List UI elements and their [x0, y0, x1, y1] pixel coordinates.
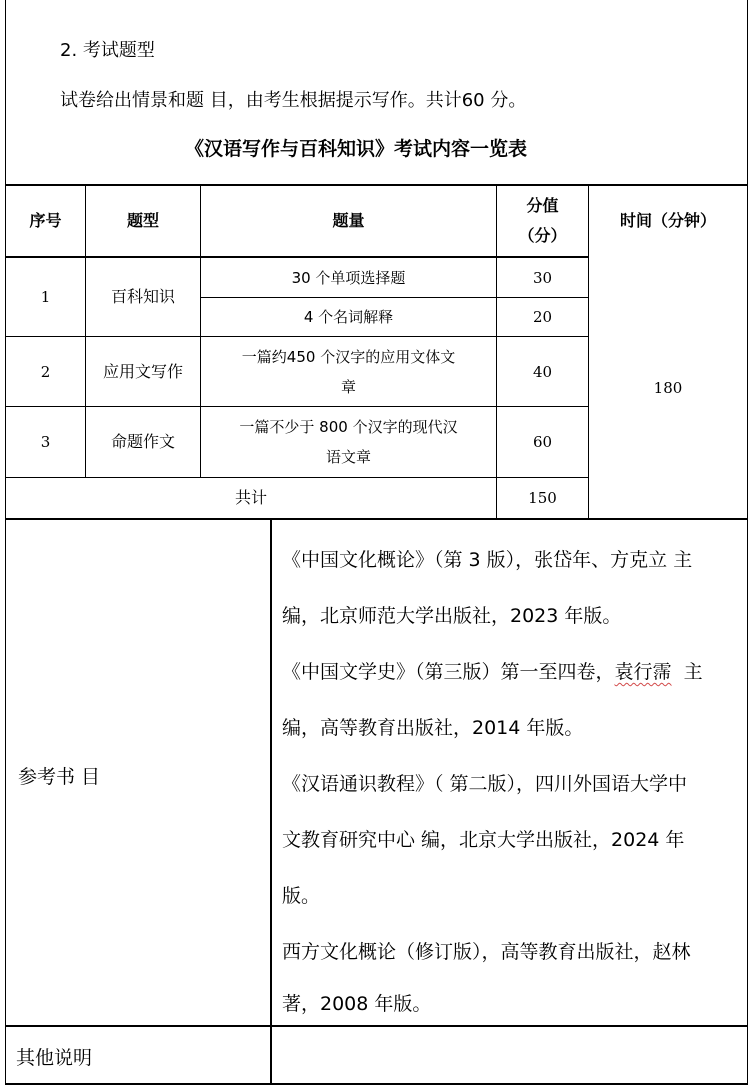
- reference-line: 《中国文化概论》（第 3 版），张岱年、方克立 主: [282, 549, 693, 571]
- row2-score: 40: [532, 362, 553, 381]
- other-notes-label: 其他说明: [16, 1047, 93, 1069]
- border-top-left: [5, 0, 6, 185]
- reference-line: [282, 657, 703, 684]
- header-no: 序号: [29, 211, 62, 230]
- row2-qty: [201, 337, 496, 406]
- reference-line: 著，2008 年版。: [282, 993, 432, 1015]
- border-top-right: [747, 0, 748, 185]
- reference-line3-prefix: 《中国文学史》（第三版）第一至四卷，: [282, 661, 615, 683]
- reference-author-name: 袁行霈: [614, 661, 672, 683]
- row3-qty-line1: 一篇不少于 800 个汉字的现代汉: [239, 418, 458, 436]
- header-score: [497, 186, 588, 256]
- total-value: 150: [528, 489, 557, 507]
- row1-qty-b: 4 个名词解释: [303, 308, 394, 326]
- row2-type: 应用文写作: [102, 361, 183, 381]
- references-label: 参考书 目: [18, 766, 101, 788]
- row3-qty-line2: 语文章: [325, 448, 371, 466]
- row1-type: 百科知识: [110, 287, 175, 306]
- row1-score-a: 30: [532, 268, 553, 287]
- reference-line: 版。: [282, 885, 321, 907]
- row1-score-b: 20: [532, 308, 553, 326]
- header-score-line1: 分值: [526, 196, 559, 215]
- header-time: 时间（分钟）: [619, 211, 716, 230]
- row1-qty-a: 30 个单项选择题: [291, 268, 406, 287]
- time-value: 180: [653, 379, 683, 397]
- section-heading: 2. 考试题型: [60, 40, 155, 61]
- row3-score: 60: [532, 433, 553, 451]
- header-type: 题型: [126, 211, 159, 230]
- row1-no: 1: [40, 288, 51, 306]
- reference-line: 文教育研究中心 编，北京大学出版社，2024 年: [282, 829, 685, 851]
- row2-qty-line1: 一篇约450 个汉字的应用文体文: [241, 347, 456, 366]
- total-label: 共计: [234, 488, 267, 507]
- header-qty: 题量: [332, 211, 365, 230]
- reference-line3-suffix: 主: [671, 661, 703, 683]
- row2-qty-line2: 章: [340, 377, 356, 396]
- row3-type: 命题作文: [110, 432, 175, 451]
- header-score-line2: （分）: [518, 226, 567, 245]
- row2-no: 2: [40, 362, 51, 381]
- reference-line: 《汉语通识教程》（ 第二版），四川外国语大学中: [282, 773, 688, 795]
- reference-line: 西方文化概论（修订版），高等教育出版社，赵林: [282, 941, 691, 963]
- section-description: 试卷给出情景和题 目，由考生根据提示写作。共计60 分。: [60, 90, 527, 111]
- reference-line: 编，高等教育出版社，2014 年版。: [282, 717, 584, 739]
- reference-line: 编，北京师范大学出版社，2023 年版。: [282, 605, 622, 627]
- row3-no: 3: [40, 433, 51, 451]
- table-title: 《汉语写作与百科知识》考试内容一览表: [185, 138, 528, 160]
- row3-qty: [201, 407, 496, 477]
